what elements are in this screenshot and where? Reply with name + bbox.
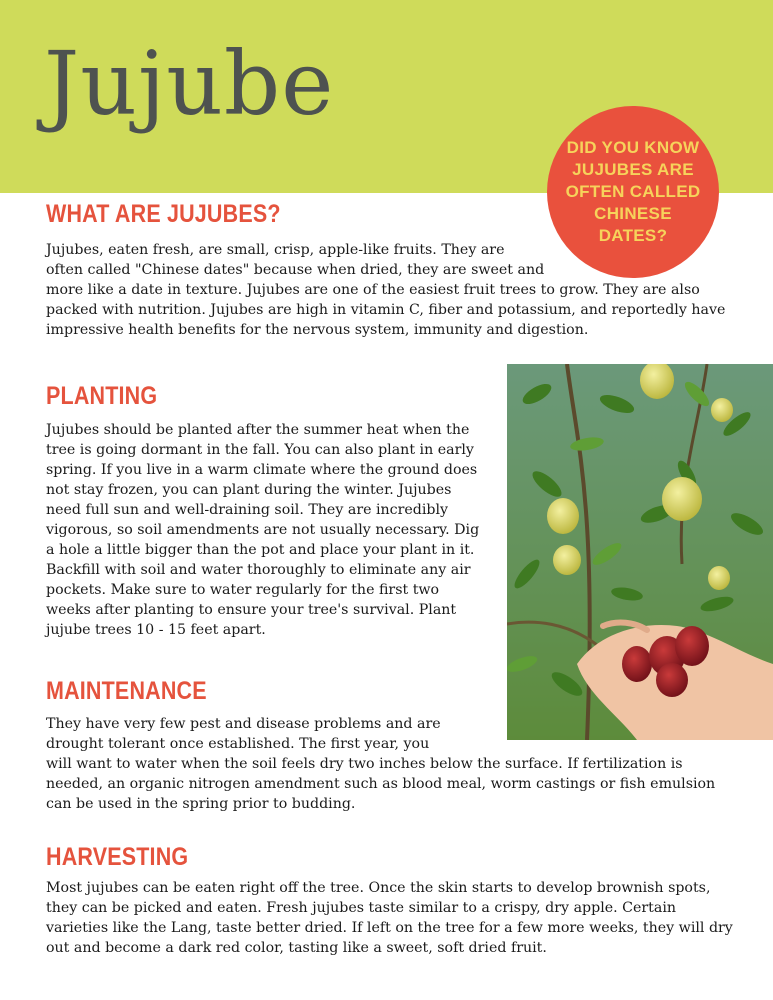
maint-line-2: drought tolerant once established. The first year, you [46,736,430,752]
what-line-1: Jujubes, eaten fresh, are small, crisp, apple-like fruits. They are [46,242,505,258]
what-line-2: often called "Chinese dates" because when dried, they are sweet and [46,262,545,278]
section-body-harvesting: Most jujubes can be eaten right off the tree. Once the skin starts to develop brownish spots, they can be picked and eaten. Fresh jujubes taste similar to a crispy, dry apple. Certain varieties like the Lang, taste better dried. If left on the tree for a few more weeks, they will dry out and become a dark red color, tasting like a sweet, soft dried fruit. [46,880,733,956]
fact-callout [547,106,719,278]
page-title: Jujube [44,32,335,135]
jujube-tree-photo [507,364,773,740]
fact-callout-text: DID YOU KNOW JUJUBES ARE OFTEN CALLED CHINESE DATES? [565,137,701,246]
section-body-what [46,240,546,280]
section-heading-planting: PLANTING [46,382,158,410]
section-heading-harvesting: HARVESTING [46,843,189,871]
maint-line-4: needed, an organic nitrogen amendment such as blood meal, worm castings or fish emulsion [46,776,716,792]
section-body-maintenance [46,714,726,814]
section-heading-what: WHAT ARE JUJUBES? [46,200,281,228]
maint-line-5: can be used in the spring prior to budding. [46,796,356,812]
section-body-planting: Jujubes should be planted after the summer heat when the tree is going dormant in the fall. You can also plant in early spring. If you live in a warm climate where the ground does not stay frozen, you can plant during the winter. Jujubes need full sun and well-draining soil. They are incredibly vigorous, so soil amendments are not usually necessary. Dig a hole a little bigger than the pot and place your plant in it. Backfill with soil and water thoroughly to eliminate any air pockets. Make sure to water regularly for the first two weeks after planting to ensure your tree's survival. Plant jujube trees 10 - 15 feet apart. [46,422,480,638]
maint-line-1: They have very few pest and disease problems and are [46,716,441,732]
jujube-photo-illustration [507,364,773,740]
section-heading-maintenance: MAINTENANCE [46,677,207,705]
section-body-what-cont: more like a date in texture. Jujubes are one of the easiest fruit trees to grow. They are also packed with nutrition. Jujubes are high in vitamin C, fiber and potassium, and reportedly have impressive health benefits for the nervous system, immunity and digestion. [46,282,726,338]
maint-line-3: will want to water when the soil feels dry two inches below the surface. If fertilization is [46,756,683,772]
